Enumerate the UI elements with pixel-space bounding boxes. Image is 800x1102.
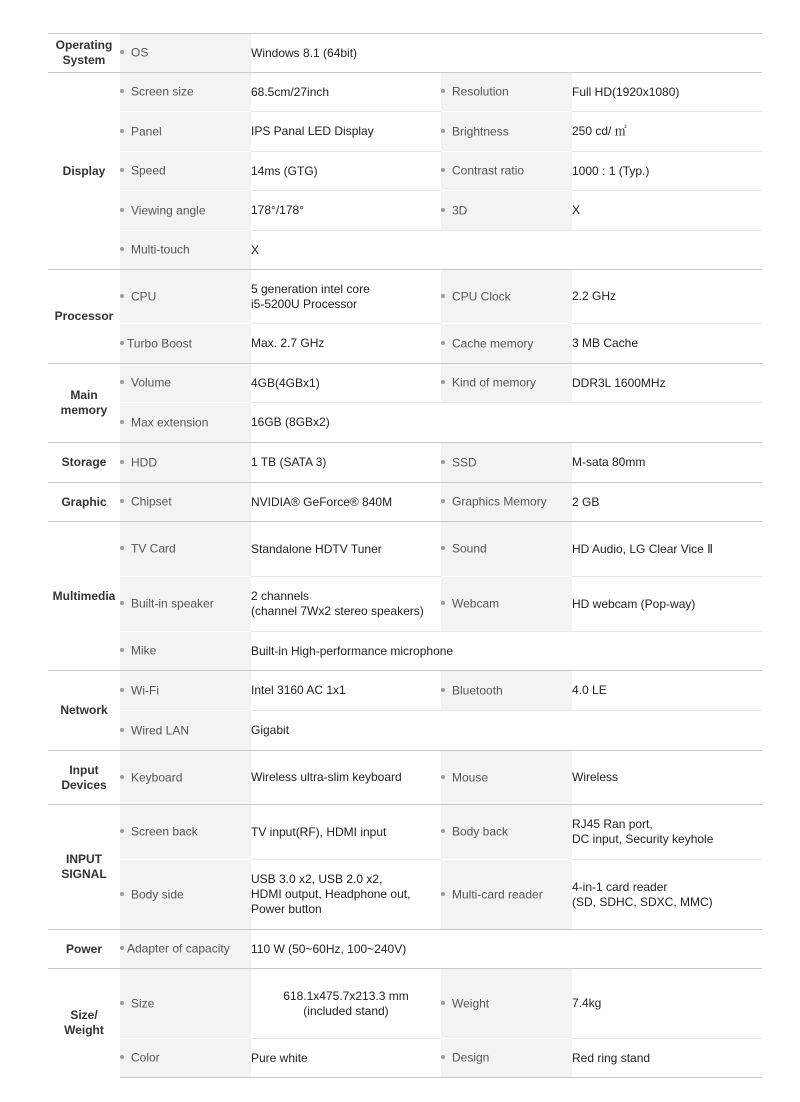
spec-row (48, 112, 762, 152)
spec-label: CPU (131, 289, 157, 304)
spec-label-cell (120, 671, 251, 711)
spec-value: 4.0 LE (572, 671, 762, 711)
category-label: Storage (48, 443, 120, 483)
spec-value: USB 3.0 x2, USB 2.0 x2, HDMI output, Headphone out, Power button (251, 860, 441, 930)
spec-value: 4-in-1 card reader (SD, SDHC, SDXC, MMC) (572, 860, 762, 930)
spec-label-cell (120, 1039, 251, 1078)
bullet-icon (441, 688, 445, 692)
spec-label: Size (131, 996, 155, 1011)
spec-label-cell (120, 403, 251, 443)
spec-label: CPU Clock (452, 289, 511, 304)
bullet-icon (120, 380, 124, 384)
spec-value: HD Audio, LG Clear Vice Ⅱ (572, 522, 762, 577)
category-label: Display (48, 73, 120, 270)
spec-label: SSD (452, 455, 477, 470)
spec-label: Wi-Fi (131, 683, 159, 698)
bullet-icon (120, 247, 124, 251)
bullet-icon (120, 89, 124, 93)
spec-label: Body side (131, 887, 184, 902)
spec-label: Screen size (131, 84, 194, 99)
spec-label: Cache memory (452, 336, 534, 351)
spec-row (48, 711, 762, 751)
bullet-icon (441, 829, 445, 833)
spec-label-cell (120, 632, 251, 671)
bullet-icon (441, 89, 445, 93)
category-label: Multimedia (48, 522, 120, 671)
bullet-icon (441, 499, 445, 503)
bullet-icon (441, 601, 445, 605)
bullet-icon (441, 546, 445, 550)
spec-label-cell (441, 443, 572, 483)
category-label: INPUT SIGNAL (48, 805, 120, 930)
spec-row (48, 191, 762, 231)
spec-label-cell (120, 112, 251, 152)
spec-value: X (572, 191, 762, 231)
category-label: Input Devices (48, 751, 120, 805)
spec-label-cell (441, 805, 572, 860)
spec-label-cell (120, 324, 251, 364)
spec-label-cell (441, 483, 572, 522)
spec-label-cell (441, 324, 572, 364)
spec-label: Body back (452, 824, 509, 839)
spec-label: Kind of memory (452, 375, 537, 390)
spec-label: Brightness (452, 124, 509, 139)
spec-value: Red ring stand (572, 1039, 762, 1078)
spec-label-cell (120, 860, 251, 930)
spec-label-cell (120, 751, 251, 805)
spec-label: Adapter of capacity (127, 941, 230, 956)
spec-value: M-sata 80mm (572, 443, 762, 483)
spec-row (48, 577, 762, 632)
spec-label: Panel (131, 124, 162, 139)
spec-label: Screen back (131, 824, 198, 839)
spec-label-cell (441, 152, 572, 191)
spec-label: Webcam (452, 596, 500, 611)
bullet-icon (120, 420, 124, 424)
spec-label-cell (120, 483, 251, 522)
spec-label: Viewing angle (131, 203, 206, 218)
spec-label-cell (441, 969, 572, 1039)
spec-row (48, 805, 762, 860)
spec-label-cell (120, 711, 251, 751)
spec-label: Bluetooth (452, 683, 503, 698)
spec-label: 3D (452, 203, 468, 218)
spec-value: 68.5cm/27inch (251, 73, 441, 112)
bullet-icon (120, 1055, 124, 1059)
spec-label-cell (441, 112, 572, 152)
spec-label-cell (441, 522, 572, 577)
spec-label-cell (120, 191, 251, 231)
spec-label: Wired LAN (131, 723, 190, 738)
category-label: Network (48, 671, 120, 751)
spec-label: Resolution (452, 84, 509, 99)
spec-label: Built-in speaker (131, 596, 214, 611)
spec-label-cell (441, 270, 572, 324)
bullet-icon (120, 129, 124, 133)
spec-row (48, 364, 762, 403)
spec-value: Windows 8.1 (64bit) (251, 34, 762, 73)
spec-row (48, 632, 762, 671)
bullet-icon (120, 892, 124, 896)
spec-value: 1 TB (SATA 3) (251, 443, 441, 483)
spec-value: Standalone HDTV Tuner (251, 522, 441, 577)
spec-value: Max. 2.7 GHz (251, 324, 441, 364)
spec-value: 1000 : 1 (Typ.) (572, 152, 762, 191)
spec-label-cell (120, 443, 251, 483)
spec-value: 250 cd/ ㎡ (572, 112, 762, 152)
spec-label: Multi-card reader (452, 887, 543, 902)
spec-row (48, 930, 762, 969)
spec-label-cell (120, 364, 251, 403)
spec-row (48, 443, 762, 483)
spec-value: Intel 3160 AC 1x1 (251, 671, 441, 711)
bullet-icon (120, 601, 124, 605)
spec-label-cell (120, 231, 251, 270)
spec-label: Volume (131, 375, 172, 390)
spec-value: DDR3L 1600MHz (572, 364, 762, 403)
bullet-icon (441, 460, 445, 464)
spec-row (48, 270, 762, 324)
spec-row (48, 231, 762, 270)
bullet-icon (441, 1001, 445, 1005)
bullet-icon (441, 294, 445, 298)
spec-row (48, 152, 762, 191)
spec-value: Gigabit (251, 711, 762, 751)
category-label: Operating System (48, 34, 120, 73)
bullet-icon (120, 294, 124, 298)
spec-label-cell (120, 73, 251, 112)
spec-label-cell (120, 270, 251, 324)
spec-label-cell (120, 152, 251, 191)
spec-row (48, 860, 762, 930)
spec-label-cell (120, 522, 251, 577)
category-label: Size/ Weight (48, 969, 120, 1078)
spec-label-cell (441, 73, 572, 112)
spec-label-cell (120, 969, 251, 1039)
bullet-icon (441, 129, 445, 133)
spec-row (48, 324, 762, 364)
category-label: Power (48, 930, 120, 969)
spec-row (48, 483, 762, 522)
spec-label: Sound (452, 541, 487, 556)
spec-value: 14ms (GTG) (251, 152, 441, 191)
spec-label: Max extension (131, 415, 209, 430)
bullet-icon (120, 499, 124, 503)
spec-label: Design (452, 1050, 490, 1065)
spec-row (48, 34, 762, 73)
spec-value: Pure white (251, 1039, 441, 1078)
spec-label: Chipset (131, 494, 172, 509)
spec-label-cell (441, 364, 572, 403)
bullet-icon (441, 168, 445, 172)
spec-label: OS (131, 45, 149, 60)
bullet-icon (120, 775, 124, 779)
spec-value: Wireless ultra-slim keyboard (251, 751, 441, 805)
spec-row (48, 671, 762, 711)
spec-row (48, 969, 762, 1039)
bullet-icon (120, 728, 124, 732)
spec-label-cell (120, 577, 251, 632)
spec-label: Turbo Boost (127, 336, 192, 351)
bullet-icon (120, 829, 124, 833)
spec-value: HD webcam (Pop-way) (572, 577, 762, 632)
spec-label-cell (441, 671, 572, 711)
bullet-icon (441, 341, 445, 345)
bullet-icon (441, 380, 445, 384)
bullet-icon (120, 1001, 124, 1005)
spec-label: Mike (131, 643, 157, 658)
bullet-icon (441, 775, 445, 779)
spec-label: HDD (131, 455, 157, 470)
spec-label: Multi-touch (131, 242, 190, 257)
spec-label: Color (131, 1050, 160, 1065)
spec-label: Weight (452, 996, 490, 1011)
spec-row (48, 1039, 762, 1078)
spec-label-cell (120, 34, 251, 73)
spec-value: Full HD(1920x1080) (572, 73, 762, 112)
spec-label: Contrast ratio (452, 163, 525, 178)
spec-label-cell (441, 860, 572, 930)
spec-label: TV Card (131, 541, 176, 556)
spec-value: 178°/178° (251, 191, 441, 231)
bullet-icon (120, 460, 124, 464)
spec-label-cell (120, 805, 251, 860)
bullet-icon (441, 892, 445, 896)
category-label: Main memory (48, 364, 120, 443)
bullet-icon (120, 50, 124, 54)
spec-value: RJ45 Ran port, DC input, Security keyhole (572, 805, 762, 860)
bullet-icon (120, 946, 124, 950)
bullet-icon (120, 648, 124, 652)
bullet-icon (120, 168, 124, 172)
spec-label-cell (441, 1039, 572, 1078)
spec-value: 2 GB (572, 483, 762, 522)
spec-table (48, 33, 762, 1078)
bullet-icon (120, 341, 124, 345)
spec-value: X (251, 231, 762, 270)
spec-label-cell (441, 751, 572, 805)
spec-value: 7.4kg (572, 969, 762, 1039)
spec-row (48, 522, 762, 577)
bullet-icon (441, 1055, 445, 1059)
spec-value: 618.1x475.7x213.3 mm (included stand) (251, 969, 441, 1039)
spec-value: 110 W (50~60Hz, 100~240V) (251, 930, 762, 969)
spec-value: TV input(RF), HDMI input (251, 805, 441, 860)
spec-label: Mouse (452, 770, 489, 785)
bullet-icon (120, 546, 124, 550)
spec-label: Graphics Memory (452, 494, 547, 509)
spec-value: NVIDIA® GeForce® 840M (251, 483, 441, 522)
spec-label-cell (441, 577, 572, 632)
spec-row (48, 751, 762, 805)
spec-label-cell (120, 930, 251, 969)
spec-value: Wireless (572, 751, 762, 805)
spec-value: 2 channels (channel 7Wx2 stereo speakers) (251, 577, 441, 632)
spec-value: 16GB (8GBx2) (251, 403, 762, 443)
spec-label: Speed (131, 163, 166, 178)
spec-label-cell (441, 191, 572, 231)
spec-value: 5 generation intel core i5-5200U Processor (251, 270, 441, 324)
spec-row (48, 403, 762, 443)
category-label: Processor (48, 270, 120, 364)
spec-row (48, 73, 762, 112)
spec-value: Built-in High-performance microphone (251, 632, 762, 671)
spec-value: 2.2 GHz (572, 270, 762, 324)
spec-value: 4GB(4GBx1) (251, 364, 441, 403)
spec-label: Keyboard (131, 770, 183, 785)
spec-value: 3 MB Cache (572, 324, 762, 364)
bullet-icon (120, 208, 124, 212)
bullet-icon (441, 208, 445, 212)
spec-value: IPS Panal LED Display (251, 112, 441, 152)
category-label: Graphic (48, 483, 120, 522)
bullet-icon (120, 688, 124, 692)
